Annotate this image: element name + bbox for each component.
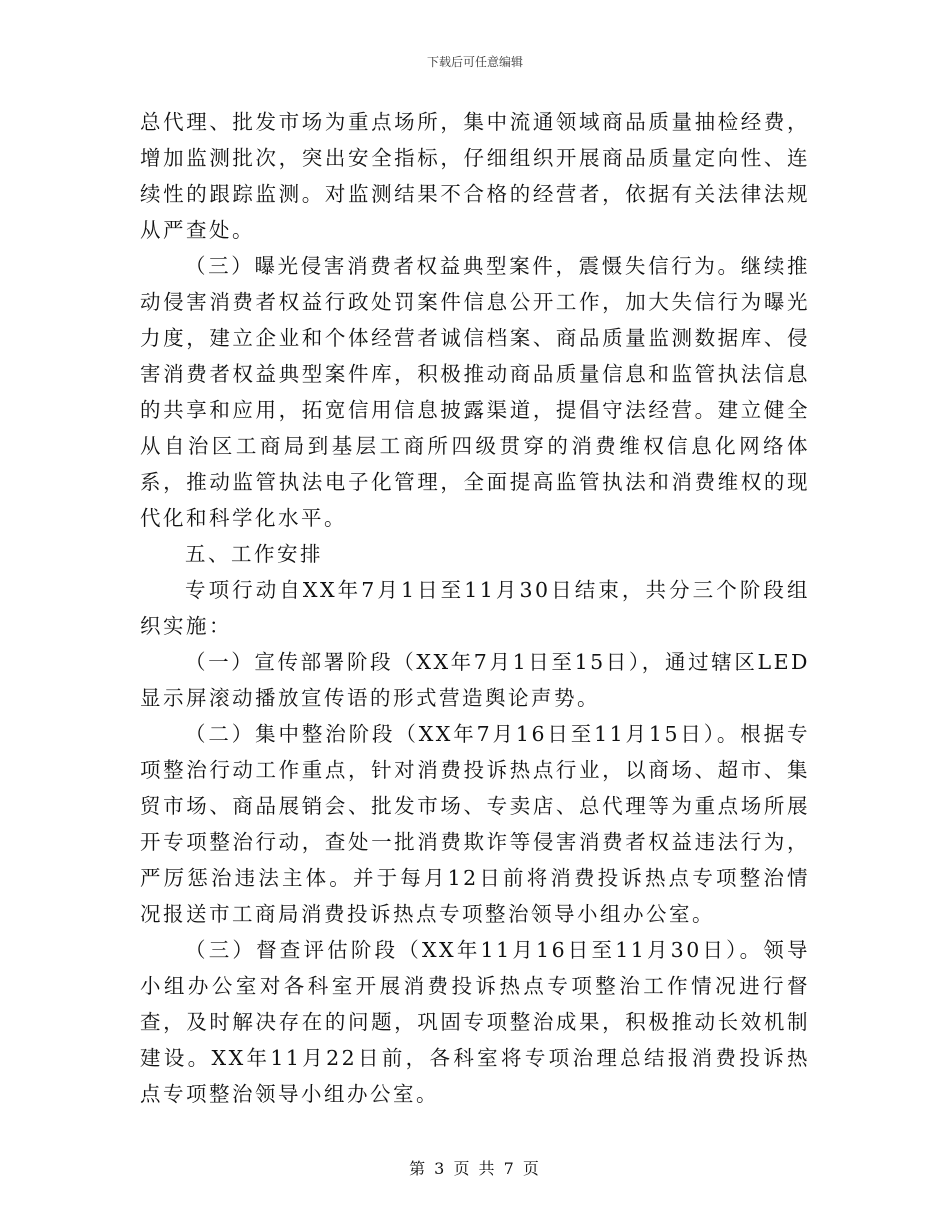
section-heading: 五、工作安排	[185, 542, 323, 566]
document-body	[140, 104, 810, 1112]
paragraph-2: （三）曝光侵害消费者权益典型案件，震慑失信行为。继续推动侵害消费者权益行政处罚案件信息公开工作，加大失信行为曝光力度，建立企业和个体经营者诚信档案、商品质量监测数据库、侵害消费者权益典型案件库，积极推动商品质量信息和监管执法信息的共享和应用，拓宽信用信息披露渠道，提倡守法经营。建立健全从自治区工商局到基层工商所四级贯穿的消费维权信息化网络体系，推动监管执法电子化管理，全面提高监管执法和消费维权的现代化和科学化水平。	[140, 254, 810, 530]
paragraph-3: 专项行动自XX年7月1日至11月30日结束，共分三个阶段组织实施：	[140, 578, 810, 638]
paragraph-6: （三）督查评估阶段（XX年11月16日至11月30日）。领导小组办公室对各科室开展消费投诉热点专项整治工作情况进行督查，及时解决存在的问题，巩固专项整治成果，积极推动长效机制建设。XX年11月22日前，各科室将专项治理总结报消费投诉热点专项整治领导小组办公室。	[140, 938, 810, 1106]
paragraph-4: （一）宣传部署阶段（XX年7月1日至15日），通过辖区LED显示屏滚动播放宣传语的形式营造舆论声势。	[140, 650, 810, 710]
paragraph-5: （二）集中整治阶段（XX年7月16日至11月15日）。根据专项整治行动工作重点，针对消费投诉热点行业，以商场、超市、集贸市场、商品展销会、批发市场、专卖店、总代理等为重点场所展开专项整治行动，查处一批消费欺诈等侵害消费者权益违法行为，严厉惩治违法主体。并于每月12日前将消费投诉热点专项整治情况报送市工商局消费投诉热点专项整治领导小组办公室。	[140, 722, 810, 926]
paragraph-1: 总代理、批发市场为重点场所，集中流通领域商品质量抽检经费，增加监测批次，突出安全指标，仔细组织开展商品质量定向性、连续性的跟踪监测。对监测结果不合格的经营者，依据有关法律法规从严查处。	[140, 110, 810, 242]
page-header: 下载后可任意编辑	[426, 55, 523, 69]
page-number: 第 3 页 共 7 页	[409, 1159, 541, 1178]
